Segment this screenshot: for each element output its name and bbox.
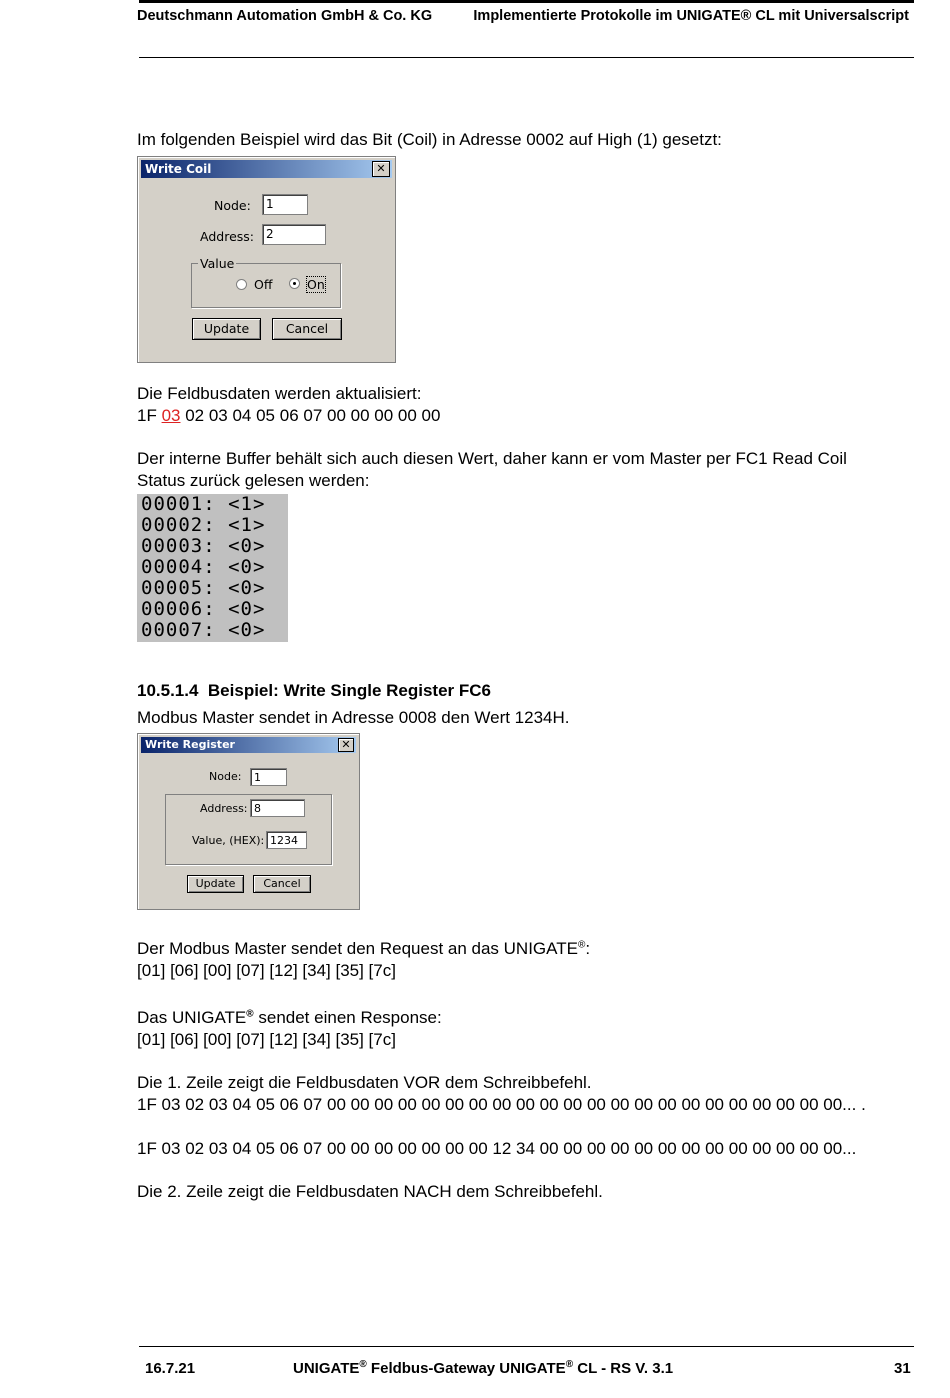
section-heading xyxy=(137,680,491,702)
coil-row: 00001: <1> xyxy=(141,493,266,515)
section-title: Beispiel: Write Single Register FC6 xyxy=(207,681,491,700)
on-radio[interactable] xyxy=(289,278,300,289)
coil-row: 00005: <0> xyxy=(141,577,266,599)
header-chapter-title: Implementierte Protokolle im UNIGATE® CL mit Universalscript xyxy=(473,8,909,24)
value-group-label: Value xyxy=(200,256,235,271)
line1-data: 1F 03 02 03 04 05 06 07 00 00 00 00 00 00 00 00 00 00 00 00 00 00 00 00 00 00 00 00 00 00... . xyxy=(137,1095,866,1114)
footer-page-number: 31 xyxy=(894,1360,911,1377)
update-button[interactable]: Update xyxy=(187,875,244,893)
address-label: Address: xyxy=(200,229,254,244)
close-icon[interactable]: ✕ xyxy=(372,161,390,177)
line1-text: Die 1. Zeile zeigt die Feldbusdaten VOR dem Schreibbefehl. xyxy=(137,1073,592,1092)
off-radio[interactable] xyxy=(236,279,247,290)
update-button[interactable]: Update xyxy=(192,318,261,340)
node-input[interactable]: 1 xyxy=(262,194,308,215)
coil-row: 00007: <0> xyxy=(141,619,266,641)
registered-mark: ® xyxy=(246,1008,254,1020)
buffer-text-line1: Der interne Buffer behält sich auch diesen Wert, daher kann er vom Master per FC1 Read Coil xyxy=(137,449,847,468)
close-icon[interactable]: ✕ xyxy=(338,738,354,752)
address-label: Address: xyxy=(200,802,248,815)
header-company: Deutschmann Automation GmbH & Co. KG xyxy=(137,8,433,24)
footer-date: 16.7.21 xyxy=(145,1360,196,1377)
cancel-button[interactable]: Cancel xyxy=(253,875,311,893)
data-highlight: 03 xyxy=(161,406,181,425)
write-coil-title: Write Coil xyxy=(145,162,212,176)
feldbus-update-text: Die Feldbusdaten werden aktualisiert: xyxy=(137,384,422,403)
value-hex-input[interactable]: 1234 xyxy=(266,831,307,849)
line2-data: 1F 03 02 03 04 05 06 07 00 00 00 00 00 00 00 12 34 00 00 00 00 00 00 00 00 00 00 00 00 00... xyxy=(137,1139,857,1158)
request-bytes: [01] [06] [00] [07] [12] [34] [35] [7c] xyxy=(137,961,396,980)
write-register-titlebar xyxy=(141,737,356,753)
node-label: Node: xyxy=(209,770,242,783)
registered-mark: ® xyxy=(577,939,586,951)
line2-text: Die 2. Zeile zeigt die Feldbusdaten NACH dem Schreibbefehl. xyxy=(137,1182,603,1201)
write-register-dialog xyxy=(137,733,360,910)
register-group xyxy=(165,794,332,865)
buffer-text-line2: Status zurück gelesen werden: xyxy=(137,471,370,490)
request-text: Der Modbus Master sendet den Request an das UNIGATE®: xyxy=(137,939,591,958)
coil-row: 00002: <1> xyxy=(141,514,266,536)
coil-row: 00006: <0> xyxy=(141,598,266,620)
section-intro: Modbus Master sendet in Adresse 0008 den Wert 1234H. xyxy=(137,708,570,727)
value-hex-label: Value, (HEX): xyxy=(192,834,265,847)
header-top-rule xyxy=(139,0,914,3)
off-radio-label: Off xyxy=(254,277,273,292)
on-radio-label: On xyxy=(307,277,325,292)
coil-row: 00003: <0> xyxy=(141,535,266,557)
write-register-title: Write Register xyxy=(145,738,235,751)
node-label: Node: xyxy=(214,198,251,213)
write-coil-titlebar xyxy=(141,160,392,178)
data-prefix: 1F xyxy=(137,406,162,425)
write-coil-dialog xyxy=(137,156,396,363)
section-number: 10.5.1.4 xyxy=(137,681,199,700)
address-input[interactable]: 8 xyxy=(250,799,305,817)
data-rest: 02 03 04 05 06 07 00 00 00 00 00 xyxy=(180,406,441,425)
footer-rule xyxy=(139,1346,914,1347)
node-input[interactable]: 1 xyxy=(250,768,287,786)
feldbus-data-line xyxy=(137,405,440,427)
response-bytes: [01] [06] [00] [07] [12] [34] [35] [7c] xyxy=(137,1030,396,1049)
address-input[interactable]: 2 xyxy=(262,224,326,245)
response-text: Das UNIGATE® sendet einen Response: xyxy=(137,1008,442,1027)
coil-status-list xyxy=(137,494,288,642)
intro-text: Im folgenden Beispiel wird das Bit (Coil) in Adresse 0002 auf High (1) gesetzt: xyxy=(137,130,722,149)
header-rule xyxy=(139,57,914,58)
coil-row: 00004: <0> xyxy=(141,556,266,578)
footer-title: UNIGATE® Feldbus-Gateway UNIGATE® CL - RS V. 3.1 xyxy=(293,1359,674,1377)
cancel-button[interactable]: Cancel xyxy=(272,318,342,340)
